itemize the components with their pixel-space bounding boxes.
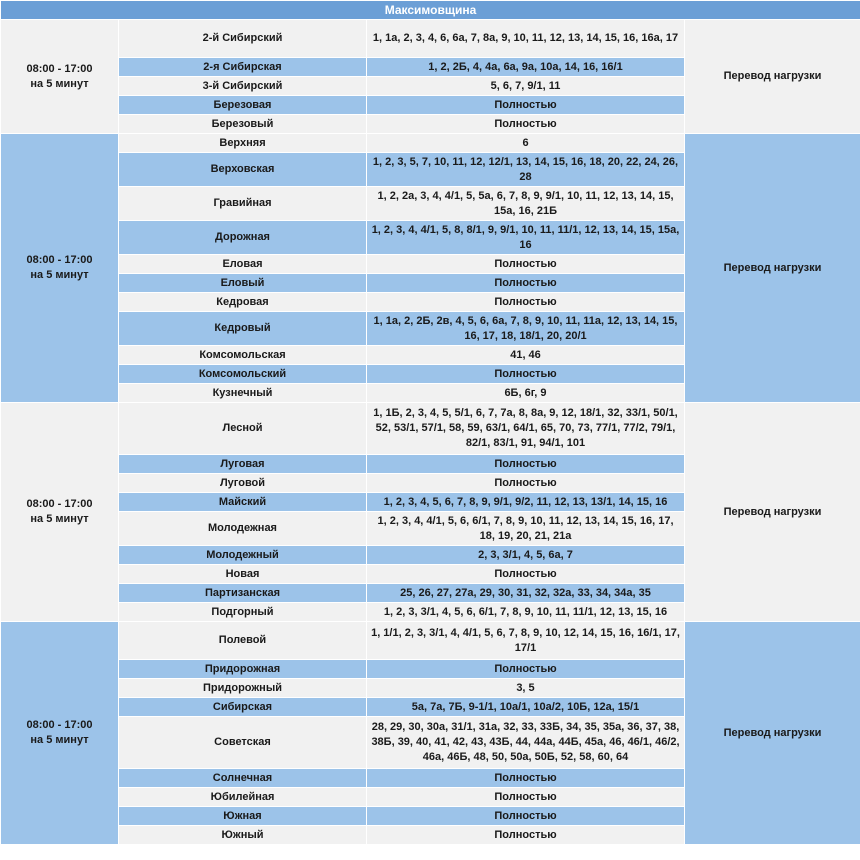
table-row <box>1 622 860 660</box>
house-numbers: 1, 2, 3, 4, 4/1, 5, 6, 6/1, 7, 8, 9, 10, 11, 12, 13, 14, 15, 16, 17, 18, 19, 20, 21, 21а <box>367 512 685 546</box>
house-numbers: Полностью <box>367 96 685 115</box>
street-name: 2-й Сибирский <box>119 20 367 58</box>
street-name: Молодежный <box>119 546 367 565</box>
house-numbers: Полностью <box>367 769 685 788</box>
house-numbers: 1, 2, 3, 3/1, 4, 5, 6, 6/1, 7, 8, 9, 10, 11, 11/1, 12, 13, 15, 16 <box>367 603 685 622</box>
street-name: Луговая <box>119 455 367 474</box>
house-numbers: 1, 2, 2Б, 4, 4а, 6а, 9а, 10а, 14, 16, 16/1 <box>367 58 685 77</box>
street-name: 3-й Сибирский <box>119 77 367 96</box>
street-name: Южная <box>119 807 367 826</box>
street-name: Подгорный <box>119 603 367 622</box>
street-name: Кедровый <box>119 312 367 346</box>
street-name: Солнечная <box>119 769 367 788</box>
street-name: Комсомольская <box>119 346 367 365</box>
street-name: Кузнечный <box>119 384 367 403</box>
street-name: 2-я Сибирская <box>119 58 367 77</box>
street-name: Придорожная <box>119 660 367 679</box>
time-interval: на 5 минут <box>30 734 89 746</box>
street-name: Березовый <box>119 115 367 134</box>
house-numbers: Полностью <box>367 474 685 493</box>
house-numbers: Полностью <box>367 455 685 474</box>
group-time-cell <box>1 20 119 134</box>
house-numbers: 28, 29, 30, 30а, 31/1, 31а, 32, 33, 33Б, 34, 35, 35а, 36, 37, 38, 38Б, 39, 40, 41, 42, 43, 43Б, 44, 44а, 44Б, 45а, 46, 46/1, 46/2, 46а, 46Б, 48, 50, 50а, 50Б, 52, 58, 60, 64 <box>367 717 685 769</box>
house-numbers: Полностью <box>367 365 685 384</box>
house-numbers: 1, 2, 3, 4, 5, 6, 7, 8, 9, 9/1, 9/2, 11, 12, 13, 13/1, 14, 15, 16 <box>367 493 685 512</box>
time-range: 08:00 - 17:00 <box>26 62 93 75</box>
house-numbers: 41, 46 <box>367 346 685 365</box>
house-numbers: 1, 1а, 2, 2Б, 2в, 4, 5, 6, 6а, 7, 8, 9, 10, 11, 11а, 12, 13, 14, 15, 16, 17, 18, 18/1, 20, 20/1 <box>367 312 685 346</box>
table-row <box>1 20 860 58</box>
house-numbers: 1, 1Б, 2, 3, 4, 5, 5/1, 6, 7, 7а, 8, 8а, 9, 12, 18/1, 32, 33/1, 50/1, 52, 53/1, 57/1, 58, 59, 63/1, 64/1, 65, 70, 73, 77/1, 77/2, 79/1, 82/1, 83/1, 91, 94/1, 101 <box>367 403 685 455</box>
street-name: Кедровая <box>119 293 367 312</box>
street-name: Майский <box>119 493 367 512</box>
street-name: Южный <box>119 826 367 845</box>
transfer-note: Перевод нагрузки <box>685 20 860 134</box>
house-numbers: Полностью <box>367 807 685 826</box>
transfer-note: Перевод нагрузки <box>685 134 860 403</box>
house-numbers: 5, 6, 7, 9/1, 11 <box>367 77 685 96</box>
house-numbers: 1, 2, 3, 5, 7, 10, 11, 12, 12/1, 13, 14, 15, 16, 18, 20, 22, 24, 26, 28 <box>367 153 685 187</box>
street-name: Верхняя <box>119 134 367 153</box>
street-name: Партизанская <box>119 584 367 603</box>
street-name: Верховская <box>119 153 367 187</box>
house-numbers: Полностью <box>367 826 685 845</box>
street-name: Комсомольский <box>119 365 367 384</box>
house-numbers: 6Б, 6г, 9 <box>367 384 685 403</box>
house-numbers: Полностью <box>367 788 685 807</box>
time-interval: на 5 минут <box>30 269 89 281</box>
street-name: Юбилейная <box>119 788 367 807</box>
street-name: Луговой <box>119 474 367 493</box>
house-numbers: Полностью <box>367 274 685 293</box>
street-name: Молодежная <box>119 512 367 546</box>
time-interval: на 5 минут <box>30 513 89 525</box>
group-time-cell <box>1 622 119 845</box>
house-numbers: Полностью <box>367 565 685 584</box>
house-numbers: 1, 1/1, 2, 3, 3/1, 4, 4/1, 5, 6, 7, 8, 9, 10, 12, 14, 15, 16, 16/1, 17, 17/1 <box>367 622 685 660</box>
house-numbers: 1, 2, 2а, 3, 4, 4/1, 5, 5а, 6, 7, 8, 9, 9/1, 10, 11, 12, 13, 14, 15, 15а, 16, 21Б <box>367 187 685 221</box>
table-row <box>1 403 860 455</box>
house-numbers: Полностью <box>367 255 685 274</box>
time-range: 08:00 - 17:00 <box>26 498 93 510</box>
street-name: Березовая <box>119 96 367 115</box>
house-numbers: Полностью <box>367 293 685 312</box>
transfer-note: Перевод нагрузки <box>685 403 860 622</box>
street-name: Гравийная <box>119 187 367 221</box>
house-numbers: 2, 3, 3/1, 4, 5, 6а, 7 <box>367 546 685 565</box>
time-range: 08:00 - 17:00 <box>26 254 93 266</box>
street-name: Еловая <box>119 255 367 274</box>
time-interval: на 5 минут <box>30 77 89 90</box>
table-title: Максимовщина <box>1 1 860 20</box>
group-time-cell <box>1 403 119 622</box>
street-name: Придорожный <box>119 679 367 698</box>
time-range: 08:00 - 17:00 <box>26 719 93 731</box>
house-numbers: Полностью <box>367 115 685 134</box>
street-name: Советская <box>119 717 367 769</box>
transfer-note: Перевод нагрузки <box>685 622 860 845</box>
house-numbers: 5а, 7а, 7Б, 9-1/1, 10а/1, 10а/2, 10Б, 12а, 15/1 <box>367 698 685 717</box>
street-name: Полевой <box>119 622 367 660</box>
street-name: Лесной <box>119 403 367 455</box>
house-numbers: Полностью <box>367 660 685 679</box>
house-numbers: 1, 1а, 2, 3, 4, 6, 6а, 7, 8а, 9, 10, 11, 12, 13, 14, 15, 16, 16а, 17 <box>367 20 685 58</box>
house-numbers: 3, 5 <box>367 679 685 698</box>
street-name: Новая <box>119 565 367 584</box>
group-time-cell <box>1 134 119 403</box>
table-row <box>1 134 860 153</box>
house-numbers: 25, 26, 27, 27а, 29, 30, 31, 32, 32а, 33, 34, 34а, 35 <box>367 584 685 603</box>
house-numbers: 1, 2, 3, 4, 4/1, 5, 8, 8/1, 9, 9/1, 10, 11, 11/1, 12, 13, 14, 15, 15а, 16 <box>367 221 685 255</box>
street-name: Еловый <box>119 274 367 293</box>
house-numbers: 6 <box>367 134 685 153</box>
street-name: Сибирская <box>119 698 367 717</box>
street-name: Дорожная <box>119 221 367 255</box>
